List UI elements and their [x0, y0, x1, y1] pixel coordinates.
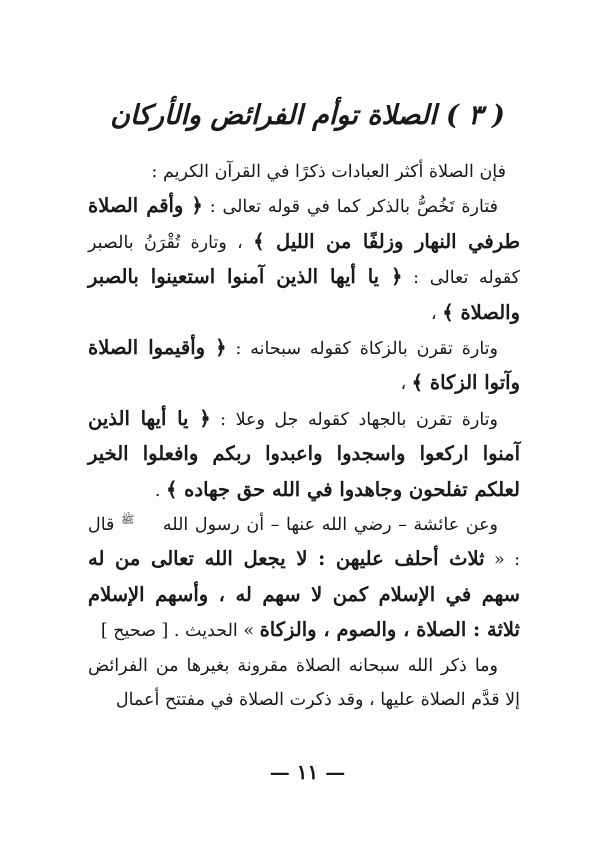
text-segment: فتارة تَخُصُّ بالذكر كما في قوله تعالى : — [202, 197, 498, 218]
chapter-title: ( ٣ ) الصلاة توأم الفرائض والأركان — [110, 100, 505, 131]
body-text — [88, 155, 520, 718]
paragraph-hadith — [88, 508, 520, 649]
quran-verse: ﴿ وأقم الصلاة طرفي النهار وزلفًا من الليل ﴾ — [88, 194, 520, 253]
hadith-text: ثلاث أحلف عليهن : لا يجعل الله تعالى من له سهم في الإسلام كمن لا سهم له ، وأسهم الإسلام ثلاثة : الصلاة ، والصوم ، والزكاة — [88, 547, 520, 642]
quran-verse: ﴿ يا أيها الذين آمنوا استعينوا بالصبر والصلاة ﴾ — [88, 265, 520, 324]
paragraph-zakat — [88, 331, 520, 402]
text-segment: » الحديث . [ صحيح ] — [100, 621, 260, 642]
text-segment: وتارة تقرن بالجهاد كقوله جل وعلا : — [210, 409, 498, 430]
page-number: — ١١ — — [269, 760, 346, 784]
quran-verse: ﴿ يا أيها الذين آمنوا اركعوا واسجدوا واعبدوا ربكم وافعلوا الخير لعلكم تفلحون وجاهدوا في الله حق جهاده ﴾ — [88, 406, 520, 501]
paragraph-jihad — [88, 402, 520, 508]
quran-verse: ﴿ وأقيموا الصلاة وآتوا الزكاة ﴾ — [88, 336, 520, 395]
paragraph-intro: فإن الصلاة أكثر العبادات ذكرًا في القرآن الكريم : — [151, 162, 506, 182]
paragraph-closing: وما ذكر الله سبحانه الصلاة مقرونة بغيرها من الفرائض إلا قدَّم الصلاة عليها ، وقد ذكرت الصلاة في مفتتح أعمال — [88, 655, 520, 711]
text-segment: ، — [400, 374, 412, 395]
text-segment: . — [154, 480, 166, 501]
salawat-glyph: ﷺ — [121, 513, 135, 527]
text-segment: ، — [431, 303, 443, 324]
text-segment: قال : « — [88, 515, 520, 571]
text-segment: وتارة تقرن بالزكاة كقوله سبحانه : — [226, 339, 498, 360]
paragraph-sabr — [88, 189, 520, 331]
text-segment: ، وتارة تُقْرَنُ بالصبر كقوله تعالى : — [88, 232, 520, 289]
text-segment: وعن عائشة – رضي الله عنها – أن رسول الله — [156, 515, 498, 536]
